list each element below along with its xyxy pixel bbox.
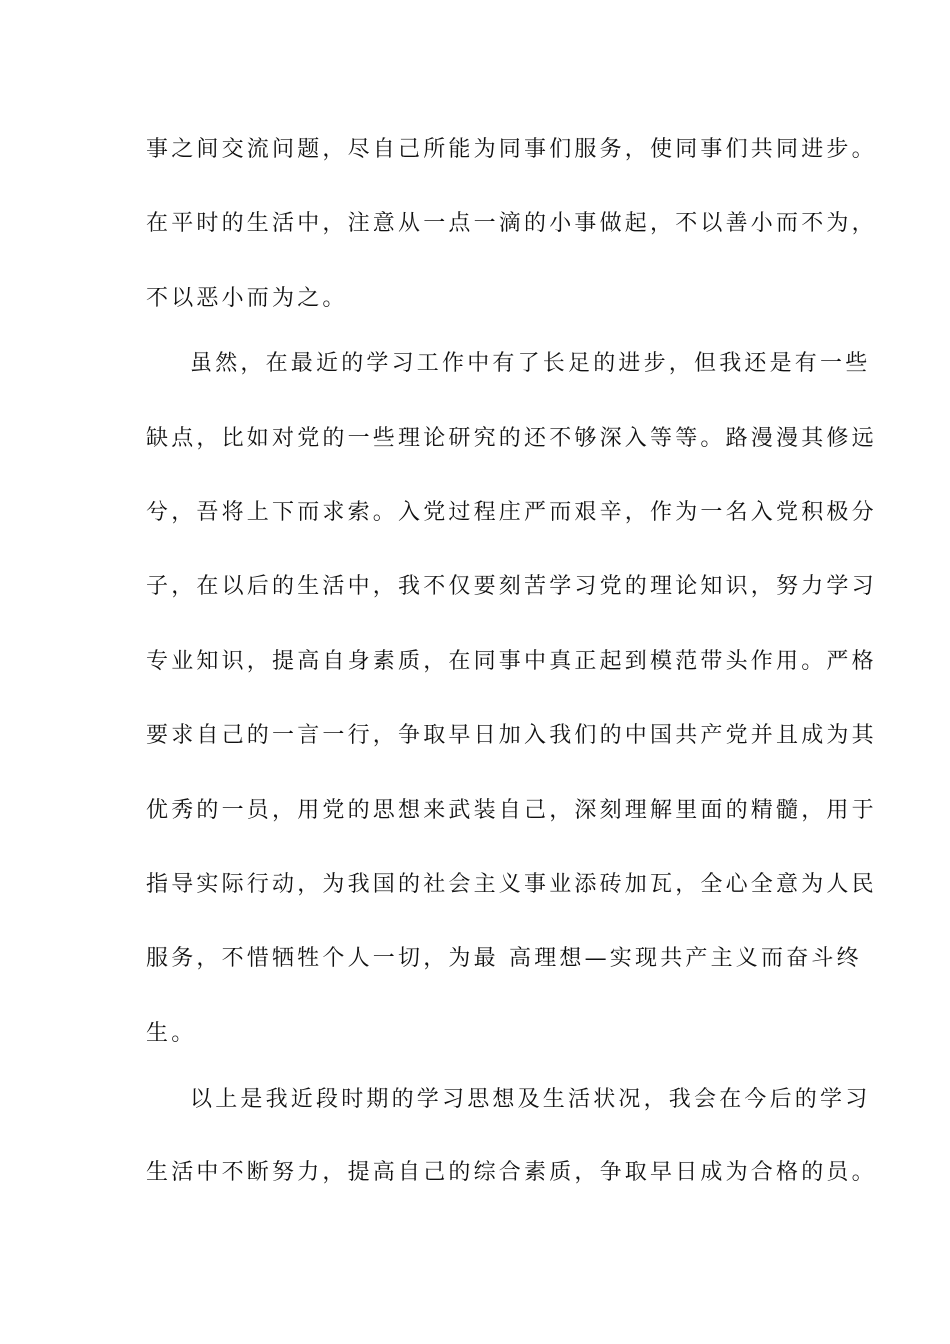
paragraph-line: 以上是我近段时期的学习思想及生活状况，我会在今后的学习: [190, 1087, 871, 1112]
paragraph-line: 虽然，在最近的学习工作中有了长足的进步，但我还是有一些: [190, 351, 871, 376]
paragraph-line: 生。: [146, 1021, 197, 1046]
paragraph-line: 兮，吾将上下而求索。入党过程庄严而艰辛，作为一名入党积极分: [146, 500, 877, 525]
paragraph-line: 在平时的生活中，注意从一点一滴的小事做起，不以善小而不为，: [146, 211, 877, 236]
paragraph-line: 子，在以后的生活中，我不仅要刻苦学习党的理论知识，努力学习: [146, 574, 877, 599]
paragraph-line: 专业知识，提高自身素质，在同事中真正起到模范带头作用。严格: [146, 649, 877, 674]
paragraph-line: 不以恶小而为之。: [146, 286, 348, 311]
paragraph-line: 指导实际行动，为我国的社会主义事业添砖加瓦，全心全意为人民: [146, 872, 877, 897]
paragraph-line: 生活中不断努力，提高自己的综合素质，争取早日成为合格的员。: [146, 1160, 877, 1185]
paragraph-line: 要求自己的一言一行，争取早日加入我们的中国共产党并且成为其: [146, 723, 877, 748]
paragraph-line: 事之间交流问题，尽自己所能为同事们服务，使同事们共同进步。: [146, 137, 877, 162]
paragraph-line: 优秀的一员，用党的思想来武装自己，深刻理解里面的精髓，用于: [146, 798, 877, 823]
paragraph-line: 服务，不惜牺牲个人一切，为最 高理想—实现共产主义而奋斗终: [146, 946, 862, 971]
paragraph-line: 缺点，比如对党的一些理论研究的还不够深入等等。路漫漫其修远: [146, 426, 877, 451]
